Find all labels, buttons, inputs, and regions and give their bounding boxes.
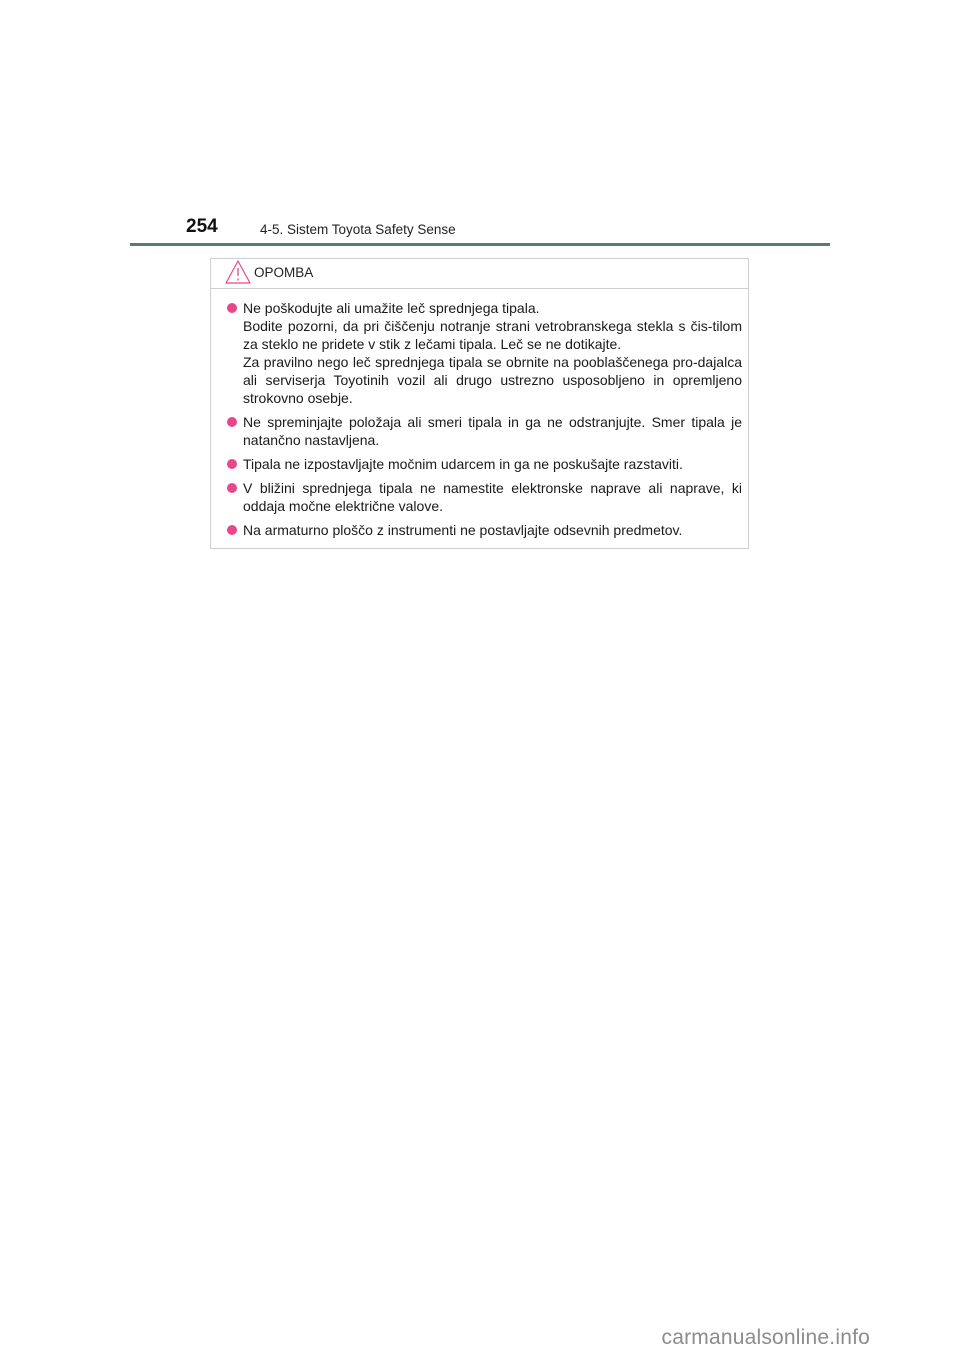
- list-item: [227, 521, 742, 539]
- item-line: Na armaturno ploščo z instrumenti ne postavljajte odsevnih predmetov.: [243, 522, 683, 538]
- bullet-icon: [227, 525, 237, 535]
- bullet-icon: [227, 303, 237, 313]
- item-line: Tipala ne izpostavljajte močnim udarcem in ga ne poskušajte razstaviti.: [243, 456, 683, 472]
- notice-list: [211, 289, 748, 539]
- item-line: Ne poškodujte ali umažite leč sprednjega tipala.: [243, 300, 540, 316]
- item-line: Ne spreminjajte položaja ali smeri tipala in ga ne odstranjujte. Smer tipala je natančno nastavljena.: [243, 414, 742, 448]
- item-line: V bližini sprednjega tipala ne namestite elektronske naprave ali naprave, ki oddaja močne električne valove.: [243, 480, 742, 514]
- notice-label: OPOMBA: [254, 265, 314, 280]
- list-item: [227, 455, 742, 473]
- warning-triangle-icon: [225, 260, 251, 284]
- notice-box: [210, 258, 749, 549]
- item-line: Za pravilno nego leč sprednjega tipala se obrnite na pooblaščenega pro-dajalca ali serviserja Toyotinih vozil ali drugo ustrezno usposobljeno in opremljeno strokovno osebje.: [243, 354, 742, 406]
- list-item: [227, 479, 742, 515]
- page-number: 254: [186, 216, 218, 237]
- list-item: [227, 299, 742, 407]
- item-line: Bodite pozorni, da pri čiščenju notranje strani vetrobranskega stekla s čis-tilom za steklo ne pridete v stik z lečami tipala. Leč se ne dotikajte.: [243, 318, 742, 352]
- notice-header: [211, 259, 748, 289]
- bullet-icon: [227, 483, 237, 493]
- bullet-icon: [227, 459, 237, 469]
- section-title: 4-5. Sistem Toyota Safety Sense: [260, 222, 456, 237]
- bullet-icon: [227, 417, 237, 427]
- header-rule: [130, 243, 830, 246]
- watermark[interactable]: carmanualsonline.info: [661, 1326, 870, 1349]
- list-item: [227, 413, 742, 449]
